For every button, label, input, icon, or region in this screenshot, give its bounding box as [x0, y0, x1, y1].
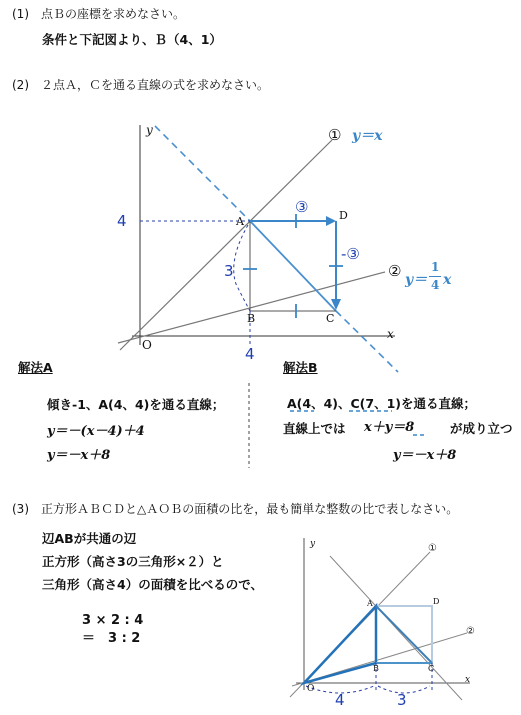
q2-question: (2) ２点Ａ，Ｃを通る直線の式を求めなさい。: [12, 78, 269, 92]
q3-line-ac: [330, 556, 462, 700]
q2-line1-marker: ①: [328, 126, 342, 144]
q2-origin-label: O: [142, 338, 152, 352]
q1-question: (1) 点Ｂの座標を求めなさい。: [12, 7, 185, 21]
q3-axis-y-label: y: [310, 539, 316, 549]
q2-ab-length-label: 3: [224, 262, 234, 280]
q3-axis-x-label: x: [465, 675, 471, 685]
q2-line2-eq-suffix: x: [443, 272, 452, 288]
q3-question: (3) 正方形ＡＢＣＤと△ＡＯＢの面積の比を，最も簡単な整数の比で表しなさい。: [12, 502, 459, 516]
q2-x-value-label: 4: [245, 345, 255, 363]
q2-line2-eq-prefix: y＝: [405, 272, 428, 288]
q3-line1: 辺ABが共通の辺: [42, 531, 137, 546]
q2-line1-equation: y＝x: [352, 128, 383, 144]
method-b-line3: y＝－x＋8: [393, 448, 457, 463]
q1-answer: 条件と下記図より、Ｂ（4、1）: [42, 32, 222, 47]
method-a-line3: y＝－x＋8: [47, 448, 111, 463]
method-a-line1: 傾き-1、A(4、4)を通る直線；: [47, 397, 225, 412]
q3-line3: 三角形（高さ4）の面積を比べるので、: [42, 577, 263, 592]
q3-calc2: ＝ 3 : 2: [82, 631, 141, 646]
q2-axis-x-label: x: [387, 327, 394, 341]
q3-point-c: C: [428, 664, 435, 673]
q3-line1-marker: ①: [428, 543, 437, 554]
method-b-line1: A(4、4)、C(7、1)を通る直線；: [287, 396, 476, 411]
method-b-line2-prefix: 直線上では: [283, 421, 346, 436]
q3-point-b: B: [373, 664, 379, 673]
method-b-line2-suffix: が成り立つ: [450, 421, 513, 436]
q2-point-a: A: [236, 215, 244, 228]
q3-ob-length-label: 4: [335, 691, 345, 709]
q2-dc-length-label: -③: [341, 245, 360, 263]
q2-line2-eq-num: 1: [431, 260, 440, 274]
q3-point-a: A: [367, 599, 373, 608]
q3-calc1: 3 × 2 : 4: [82, 613, 144, 628]
q3-point-d: D: [433, 597, 440, 606]
method-a-title: 解法A: [18, 360, 53, 375]
q3-bc-length-label: 3: [397, 691, 407, 709]
method-b-line2-equation: x＋y＝8: [364, 420, 415, 435]
q2-line2-marker: ②: [388, 262, 402, 280]
q2-point-d: D: [339, 209, 348, 222]
q2-line2-eq-den: 4: [431, 278, 440, 292]
q2-y-value-label: 4: [117, 212, 127, 230]
method-a-line2: y＝－(x－4)＋4: [47, 424, 145, 439]
q3-line2: 正方形（高さ3の三角形×２）と: [42, 554, 224, 569]
q3-origin-label: O: [307, 684, 315, 694]
q3-line2-marker: ②: [466, 626, 475, 637]
q2-ad-length-label: ③: [295, 198, 309, 216]
q2-axis-y-label: y: [146, 123, 153, 137]
method-b-title: 解法B: [283, 360, 318, 375]
q2-point-c: C: [326, 312, 335, 325]
q2-point-b: B: [247, 312, 256, 325]
q3-diagonal-ac: [376, 606, 432, 663]
